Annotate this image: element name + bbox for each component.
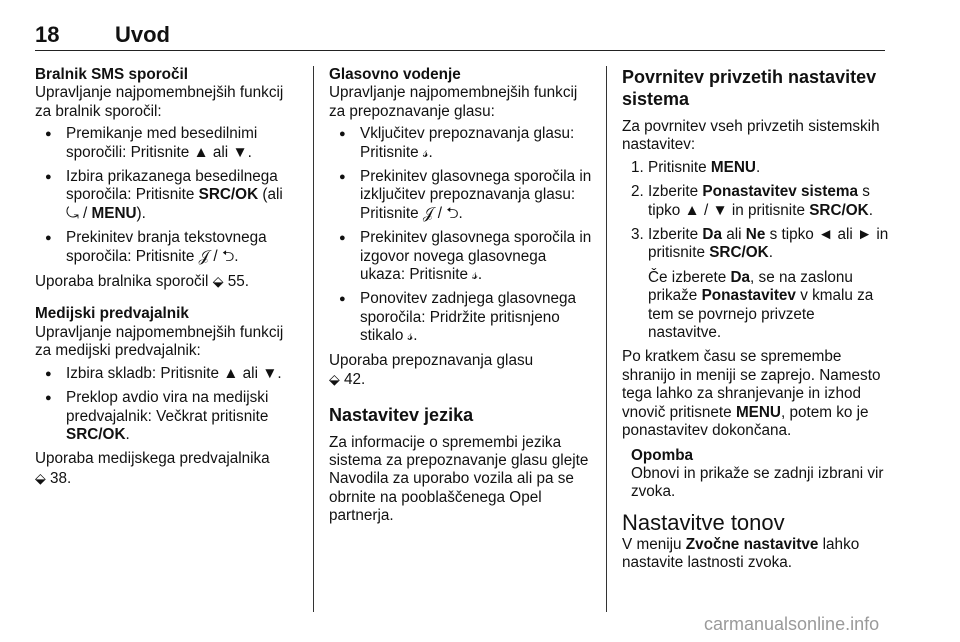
note-text: Obnovi in prikaže se zadnji izbrani vir zvoka. bbox=[631, 464, 884, 501]
list-item: 3. Izberite Da ali Ne s tipko ◄ ali ► in pritisnite SRC/OK. Če izberete Da, se na zaslonu prikaže Ponastavitev v kmalu za tem se povrnejo privzete nastavitve. bbox=[631, 226, 889, 342]
section-title-sms: Bralnik SMS sporočil bbox=[35, 66, 189, 83]
list-item: ● Izbira skladb: Pritisnite ▲ ali ▼. bbox=[35, 365, 300, 383]
list-item: 2. Izberite Ponastavitev sistema s tipko ▲ / ▼ in pritisnite SRC/OK. bbox=[631, 183, 873, 219]
language-text: Za informacije o spremembi jezika sistema za prepoznavanje glasu glejte Navodila za uporabo vozila ali pa se obrnite na pooblaščenega Opel partnerja. bbox=[329, 433, 589, 525]
page-header bbox=[35, 24, 885, 51]
section-title-language: Nastavitev jezika bbox=[329, 404, 474, 425]
list-item: ● Preklop avdio vira na medijski predvajalnik: Večkrat pritisnite SRC/OK. bbox=[35, 389, 300, 444]
note-box bbox=[622, 447, 890, 502]
chapter-title: Uvod bbox=[115, 22, 170, 47]
list-item: ● Ponovitev zadnjega glasovnega sporočila: Pridržite pritisnjeno stikalo 𝓈. bbox=[329, 290, 593, 345]
list-item: ● Prekinitev glasovnega sporočila in izključitev prepoznavanja glasu: Pritisnite 𝒥 / ⮌. bbox=[329, 168, 593, 223]
section-title-tones: Nastavitve tonov bbox=[622, 509, 785, 535]
page-reference-icon: ⬙ bbox=[329, 371, 340, 388]
column-2 bbox=[329, 66, 593, 526]
section-intro: Upravljanje najpomembnejših funkcij za medijski predvajalnik: bbox=[35, 323, 284, 360]
phone-hook-icon: ⤿ bbox=[66, 204, 79, 222]
after-reset-text: Po kratkem času se spremembe shranijo in meniji se zaprejo. Namesto tega lahko za shranjevanje in izhod vnovič pritisnete MENU, potem ko je ponastavitev dokončana. bbox=[622, 348, 881, 440]
column-divider bbox=[313, 66, 314, 612]
mute-voice-icon: 𝒥 bbox=[422, 204, 434, 222]
mute-voice-icon: 𝒥 bbox=[198, 247, 210, 265]
page-reference-icon: ⬙ bbox=[212, 273, 224, 290]
cross-reference: Uporaba bralnika sporočil ⬙ 55. bbox=[35, 273, 250, 291]
note-title: Opomba bbox=[631, 446, 694, 464]
voice-command-icon: 𝓈 bbox=[407, 327, 414, 345]
list-item: ● Prekinitev branja tekstovnega sporočila: Pritisnite 𝒥 / ⮌. bbox=[35, 229, 300, 266]
bullet-list bbox=[329, 125, 593, 345]
section-intro: Upravljanje najpomembnejših funkcij za bralnik sporočil: bbox=[35, 84, 284, 120]
voice-command-icon: 𝓈 bbox=[472, 266, 478, 284]
list-item: 1. Pritisnite MENU. bbox=[631, 158, 761, 176]
list-item: ● Vključitev prepoznavanja glasu: Pritisnite 𝓈. bbox=[329, 125, 593, 162]
cross-reference: Uporaba prepoznavanja glasu ⬙ 42. bbox=[329, 351, 534, 389]
section-intro: Upravljanje najpomembnejših funkcij za prepoznavanje glasu: bbox=[329, 84, 578, 120]
list-item: ● Prekinitev glasovnega sporočila in izgovor novega glasovnega ukaza: Pritisnite 𝓈. bbox=[329, 229, 593, 284]
tones-text: V meniju Zvočne nastavitve lahko nastavite lastnosti zvoka. bbox=[622, 535, 860, 572]
column-divider bbox=[606, 66, 607, 612]
section-title-reset: Povrnitev privzetih nastavitev sistema bbox=[622, 67, 877, 109]
back-arrow-icon: ⮌ bbox=[446, 204, 459, 222]
page-number: 18 bbox=[35, 22, 60, 47]
bullet-list bbox=[35, 365, 300, 445]
list-item: ● Izbira prikazanega besedilnega sporočila: Pritisnite SRC/OK (ali ⤿ / MENU). bbox=[35, 168, 300, 223]
column-1 bbox=[35, 66, 300, 488]
column-3 bbox=[622, 66, 890, 573]
numbered-list bbox=[622, 159, 890, 343]
section-title-voice: Glasovno vodenje bbox=[329, 66, 461, 83]
section-title-media: Medijski predvajalnik bbox=[35, 305, 189, 323]
section-intro: Za povrnitev vseh privzetih sistemskih nastavitev: bbox=[622, 118, 880, 154]
watermark: carmanualsonline.info bbox=[704, 614, 880, 634]
cross-reference: Uporaba medijskega predvajalnika ⬙ 38. bbox=[35, 450, 270, 487]
list-item: ● Premikanje med besedilnimi sporočili: Pritisnite ▲ ali ▼. bbox=[35, 125, 300, 162]
back-arrow-icon: ⮌ bbox=[221, 247, 235, 265]
bullet-list bbox=[35, 125, 300, 266]
voice-command-icon: 𝓈 bbox=[422, 143, 429, 161]
page-reference-icon: ⬙ bbox=[35, 469, 46, 486]
